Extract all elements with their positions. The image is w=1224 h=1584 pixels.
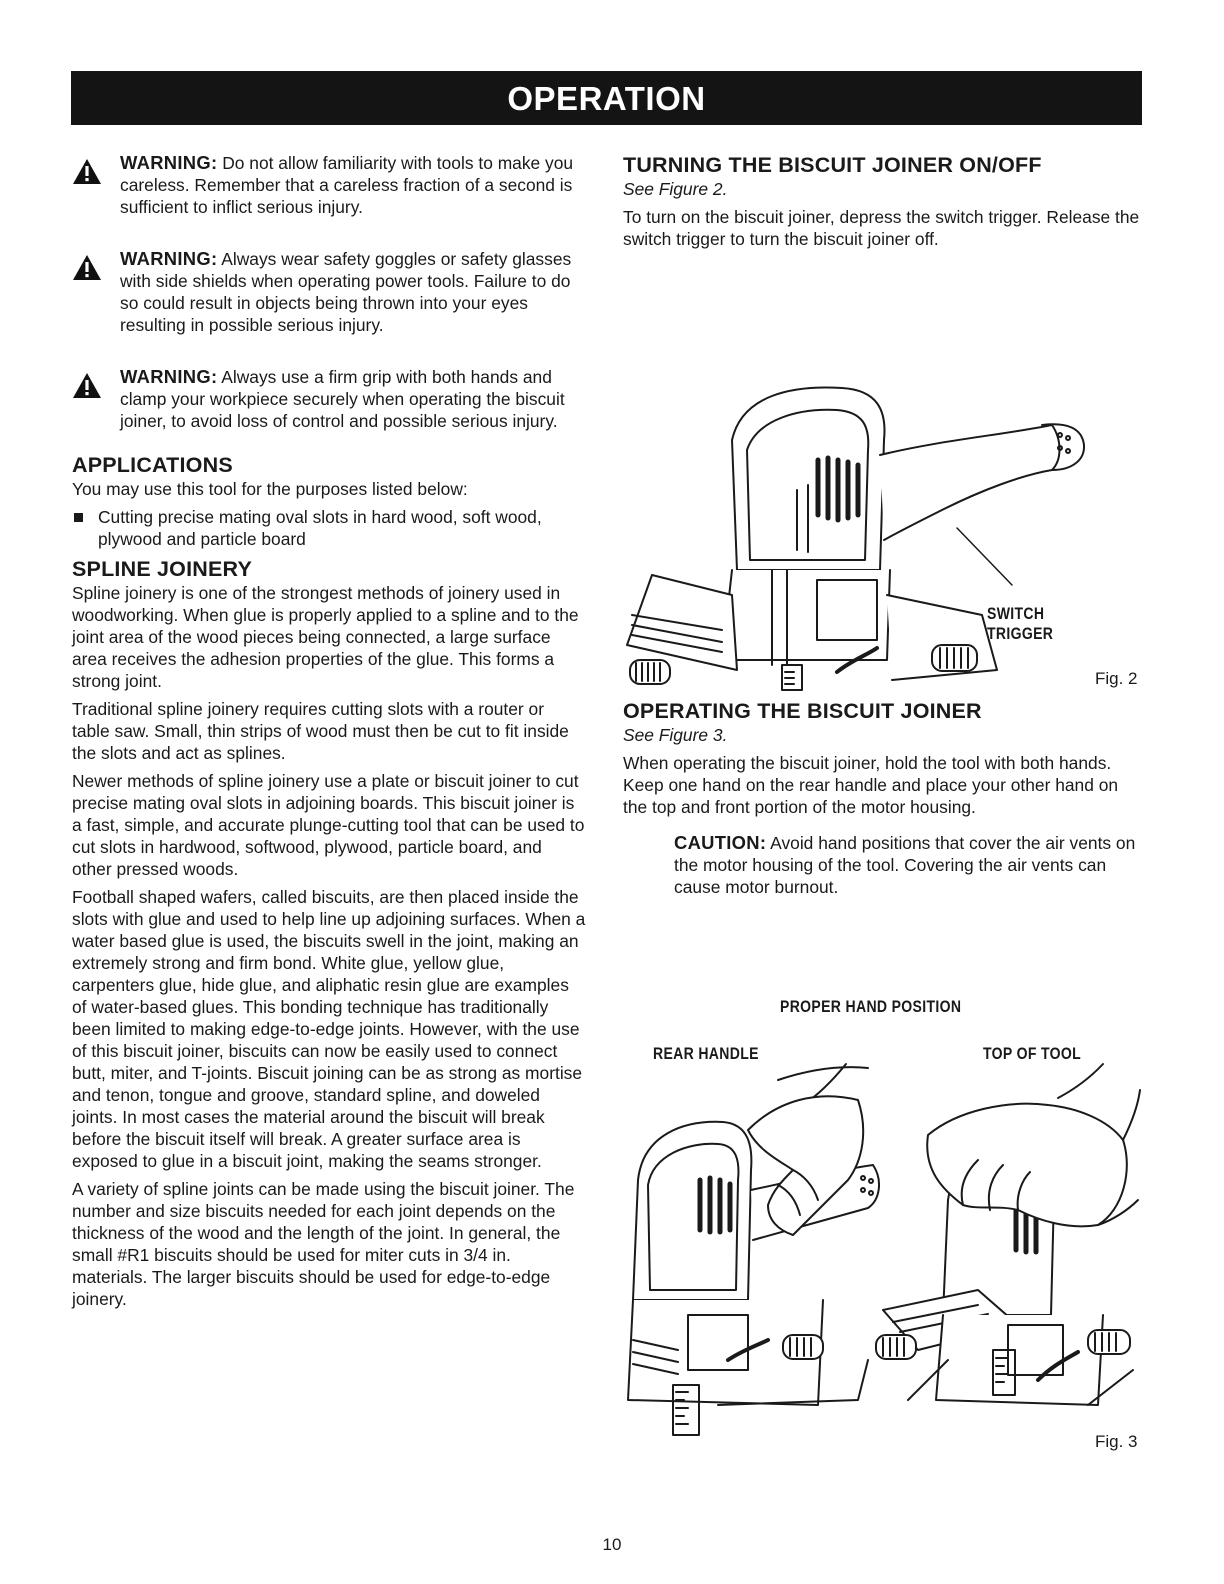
callout-line: TRIGGER [987,625,1054,643]
hand-position-illustration [618,1060,1146,1445]
warning-label: WARNING: [120,366,218,387]
caution-label: CAUTION: [674,832,767,853]
paragraph: Newer methods of spline joinery use a plate or biscuit joiner to cut precise mating oval slots in adjoining boards. This biscuit joiner is a fast, simple, and accurate plunge-cutting tool that can be used to cut slots in hardwood, softwood, plywood, particle board, and other pressed woods. [72,771,585,879]
caution-text: Avoid hand positions that cover the air vents on the motor housing of the tool. Covering the air vents can cause motor burnout. [674,833,1136,897]
section-banner: OPERATION [71,71,1142,125]
figure-3-title: PROPER HAND POSITION [780,998,962,1016]
warning-block [72,366,586,432]
figure-2-label: Fig. 2 [1095,669,1138,688]
applications-heading: APPLICATIONS [72,453,233,477]
bullet-icon [74,513,83,522]
warning-triangle-icon [72,372,102,399]
see-figure-2: See Figure 2. [623,179,728,199]
warning-triangle-icon [72,254,102,281]
paragraph: Traditional spline joinery requires cutting slots with a router or table saw. Small, thin strips of wood must then be cut to fit inside the slots and act as splines. [72,699,569,763]
warning-block [72,248,586,336]
warning-triangle-icon [72,158,102,185]
top-of-tool-callout: TOP OF TOOL [983,1045,1082,1063]
operating-text: When operating the biscuit joiner, hold the tool with both hands. Keep one hand on the rear handle and place your other hand on the top and front portion of the motor housing. [623,753,1119,817]
onoff-text: To turn on the biscuit joiner, depress the switch trigger. Release the switch trigger to turn the biscuit joiner off. [623,207,1140,249]
list-item-text: Cutting precise mating oval slots in hard wood, soft wood, plywood and particle board [98,507,542,549]
left-column [72,152,586,1316]
switch-trigger-callout [987,604,1053,644]
list-item [72,506,586,550]
paragraph: A variety of spline joints can be made using the biscuit joiner. The number and size biscuits needed for each joint depends on the thickness of the wood and the length of the joint. In general, the small #R1 biscuits should be used for miter cuts in 3/4 in. materials. The larger biscuits should be used for edge-to-edge joinery. [72,1179,575,1309]
paragraph: Spline joinery is one of the strongest methods of joinery used in woodworking. When glue is properly applied to a spline and to the joint area of the wood pieces being connected, a large surface area receives the adhesion properties of the glue. This forms a strong joint. [72,583,579,691]
operating-section [623,698,1142,904]
paragraph: Football shaped wafers, called biscuits, are then placed inside the slots with glue and used to help line up adjoining surfaces. When a water based glue is used, the biscuits swell in the joint, making an extremely strong and firm bond. White glue, yellow glue, carpenters glue, hide glue, and aliphatic resin glue are examples of water-based glues. This bonding technique has traditionally been limited to making edge-to-edge joints. However, with the use of this biscuit joiner, biscuits can now be easily used to connect butt, miter, and T-joints. Biscuit joining can be as strong as mortise and tenon, tongue and groove, standard spline, and doweled joints. In most cases the material around the biscuit will break before the biscuit itself will break. A greater surface area is exposed to glue in a biscuit joint, making the seams stronger. [72,887,586,1171]
warning-block [72,152,586,218]
page-number: 10 [602,1535,622,1554]
applications-list [72,506,586,550]
right-column [623,152,1142,256]
warning-label: WARNING: [120,248,218,269]
warning-label: WARNING: [120,152,218,173]
warning-text: Do not allow familiarity with tools to make you careless. Remember that a careless fraction of a second is sufficient to inflict serious injury. [120,153,574,217]
biscuit-joiner-illustration [622,380,1092,692]
rear-handle-callout: REAR HANDLE [653,1045,759,1063]
onoff-heading: TURNING THE BISCUIT JOINER ON/OFF [623,153,1042,177]
applications-intro: You may use this tool for the purposes listed below: [72,479,468,499]
warning-text: Always wear safety goggles or safety glasses with side shields when operating power tools. Failure to do so could result in objects being thrown into your eyes resulting in possible serious injury. [120,249,572,335]
see-figure-3: See Figure 3. [623,725,728,745]
callout-line: SWITCH [987,605,1045,623]
caution-block [623,832,1142,898]
operating-heading: OPERATING THE BISCUIT JOINER [623,699,982,723]
warning-text: Always use a firm grip with both hands and clamp your workpiece securely when operating the biscuit joiner, to avoid loss of control and possible serious injury. [120,367,565,431]
spline-heading: SPLINE JOINERY [72,557,253,581]
figure-3-label: Fig. 3 [1095,1432,1138,1451]
